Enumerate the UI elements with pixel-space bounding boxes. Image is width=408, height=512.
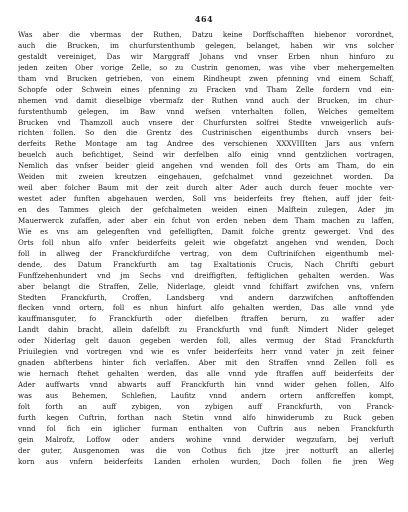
text-line: furstenthumb gelegen, im Baw vnnd wefsen vnterhalten follen, Welches gemeltem <box>18 106 394 116</box>
text-line: Schopfe oder Schwein eines pfenning zu Fracken vnd Tham Zelle fordern vnd ein- <box>18 84 394 94</box>
text-line: Was aber die vbermas der Ruthen, Datzu keine Dorffschafften hiebenor vorordnet, <box>18 30 394 39</box>
text-line: vnnd fol fich ein iglicher furman enthalten von Cuftrin aus neben Franckfurth <box>18 423 394 433</box>
text-line: korn aus vnfern beiderfeits Landen erholen wurden, Doch follen fie jren Weg <box>18 456 394 466</box>
text-line: wie hernach ftehet gehalten werden, das alle vnnd yde ftraffen auff beiderfeits der <box>18 369 394 379</box>
text-line: auch die Brucken, im churfurstenthumb gelegen, belanget, haben wir vns solcher <box>18 40 394 50</box>
text-line: tham vnd Brucken getrieben, von einem Rindheupt zwen pfenning vnd einem Schaff, <box>18 73 394 83</box>
text-line: kauffmansguter, fo Franckfurth oder diefelben ftraffen berurn, zu waffer ader <box>18 314 394 324</box>
text-line: furth kegen Cuftrin, forthan nach Stetin vnnd alfo hinwiderumb zu Ruck geben <box>18 412 394 422</box>
text-line: aber belangt die Straffen, Zelle, Niderlage, gleidt vnnd fchiffart zwifchen vns, vnfern <box>18 281 394 291</box>
text-line: Landt dahin bracht, allein dafelbft zu Franckfurth vnd funft Nimdert Nider geleget <box>18 325 394 335</box>
text-line: Weiden mit zweien kreutzen eingehauen, gefchalmet vnnd gezeichnet worden. Da <box>18 172 394 182</box>
text-line: Mauerwerck zufaffen, ader aber ein fchut von erden neben dem Tham machen zu laffen, <box>18 215 394 225</box>
text-line: Wie es vns am gelegenften vnd gefelligften, Damit folche grentz gewerget. Vnd des <box>18 226 394 236</box>
text-line: beuelch auch befichtiget, Seind wir derfelben alfo einig vnnd gentzlichen vortragen, <box>18 150 394 160</box>
text-line: der guter, Ausgenomen was die von Cotbus fich jtze jrer notturft an allerlej <box>18 445 394 455</box>
text-line: Orts foll nhun alfo vnfer beiderfeits geleit wie obgefatzt angehen vnd wenden, Doch <box>18 237 394 247</box>
text-line: oder Niderlag gelt dauon gegeben werden foll, alles vermug der Stad Franckfurth <box>18 336 394 346</box>
text-line: gein Malrofz, Loffow oder anders wohine vnnd derwider wegzufarn, bej verluft <box>18 434 394 444</box>
text-line: Brucken vnd Thamzoll auch vnsere der Churfursten solfrei Stedte vnweigerlich aufs- <box>18 117 394 127</box>
text-line: richten follen. So den die Grentz des Custrinischen eigenthumbs durch vnsers bei- <box>18 128 394 138</box>
text-line: Priuilegien vnd vortregen vnd wie es vnfer beiderfeits herr vnnd vater jn zeit feiner <box>18 347 394 357</box>
text-line: Ader auffwarts vnnd abwarts auff Franckfurth hin vnnd wider gehen follen, Alfo <box>18 380 394 389</box>
text-line: foll in allweg der Franckfurdifche vertrag, von dem Cuftrinifchen eigenthumb mel- <box>18 248 394 258</box>
text-line: folt forth an auff zybigen, von zybigen auff Franckfurth, von Franck- <box>18 401 394 411</box>
text-line: Stedten Franckfurth, Croffen, Landsberg vnd andern darzwifchen anftoffenden <box>18 292 394 302</box>
text-line: was aus Behemen, Schlefien, Laufitz vnnd andern ortern anffcreffen kompt, <box>18 390 394 400</box>
text-line: dende, des Datum Franckfurth am tag Exaltationis Crucis, Nach Chrifti geburt <box>18 259 394 269</box>
text-line: Nemlich das vnfser beider gleid angehen vnd wenden foll des Orts am Tham, do ein <box>18 161 394 171</box>
text-line: weil aber folcher Baum mit der zeit durch alter Ader auch durch feuer mochte ver- <box>18 183 394 193</box>
text-line: flecken vnnd ortern, foll es nhun hinfurt alfo gehalten werden, Das alle vnnd yde <box>18 303 394 313</box>
text-line: jeden zeiten Ober vorige Zelle, so zu Custrin genomen, was vihe vber mehergemelten <box>18 62 394 72</box>
text-line: derfeits Rethe Montage am tag Andree des verschienen XXXVIIIten Jars aus vnfern <box>18 139 394 149</box>
text-line: gestaldt vereiniget, Das wir Marggraff Johans vnd vnser Erben nhun hinfuro zu <box>18 51 394 61</box>
text-line: westet ader funften abgehauen werden, Soll vns beiderfeits frey ftehen, auff jder feit- <box>18 194 394 204</box>
text-line: Funffzehenhundert vnd jm Sechs vnd dreiffigften, feftiglichen gehalten werden. Was <box>18 270 394 280</box>
body-text <box>18 30 394 468</box>
text-line: en des Tammes gleich der gefchalmeten weiden einen Malftein zulegen, Ader jm <box>18 205 394 214</box>
text-line: nhemen vnd damit dieselbige vbermafz der Ruthen vnnd auch der Brucken, im chur- <box>18 95 394 105</box>
text-line: gnaden abfterbens hinter fich verlaffen. Aber mit den Straffen vnnd Zellen foll es <box>18 358 394 368</box>
page-number: 464 <box>194 14 214 24</box>
